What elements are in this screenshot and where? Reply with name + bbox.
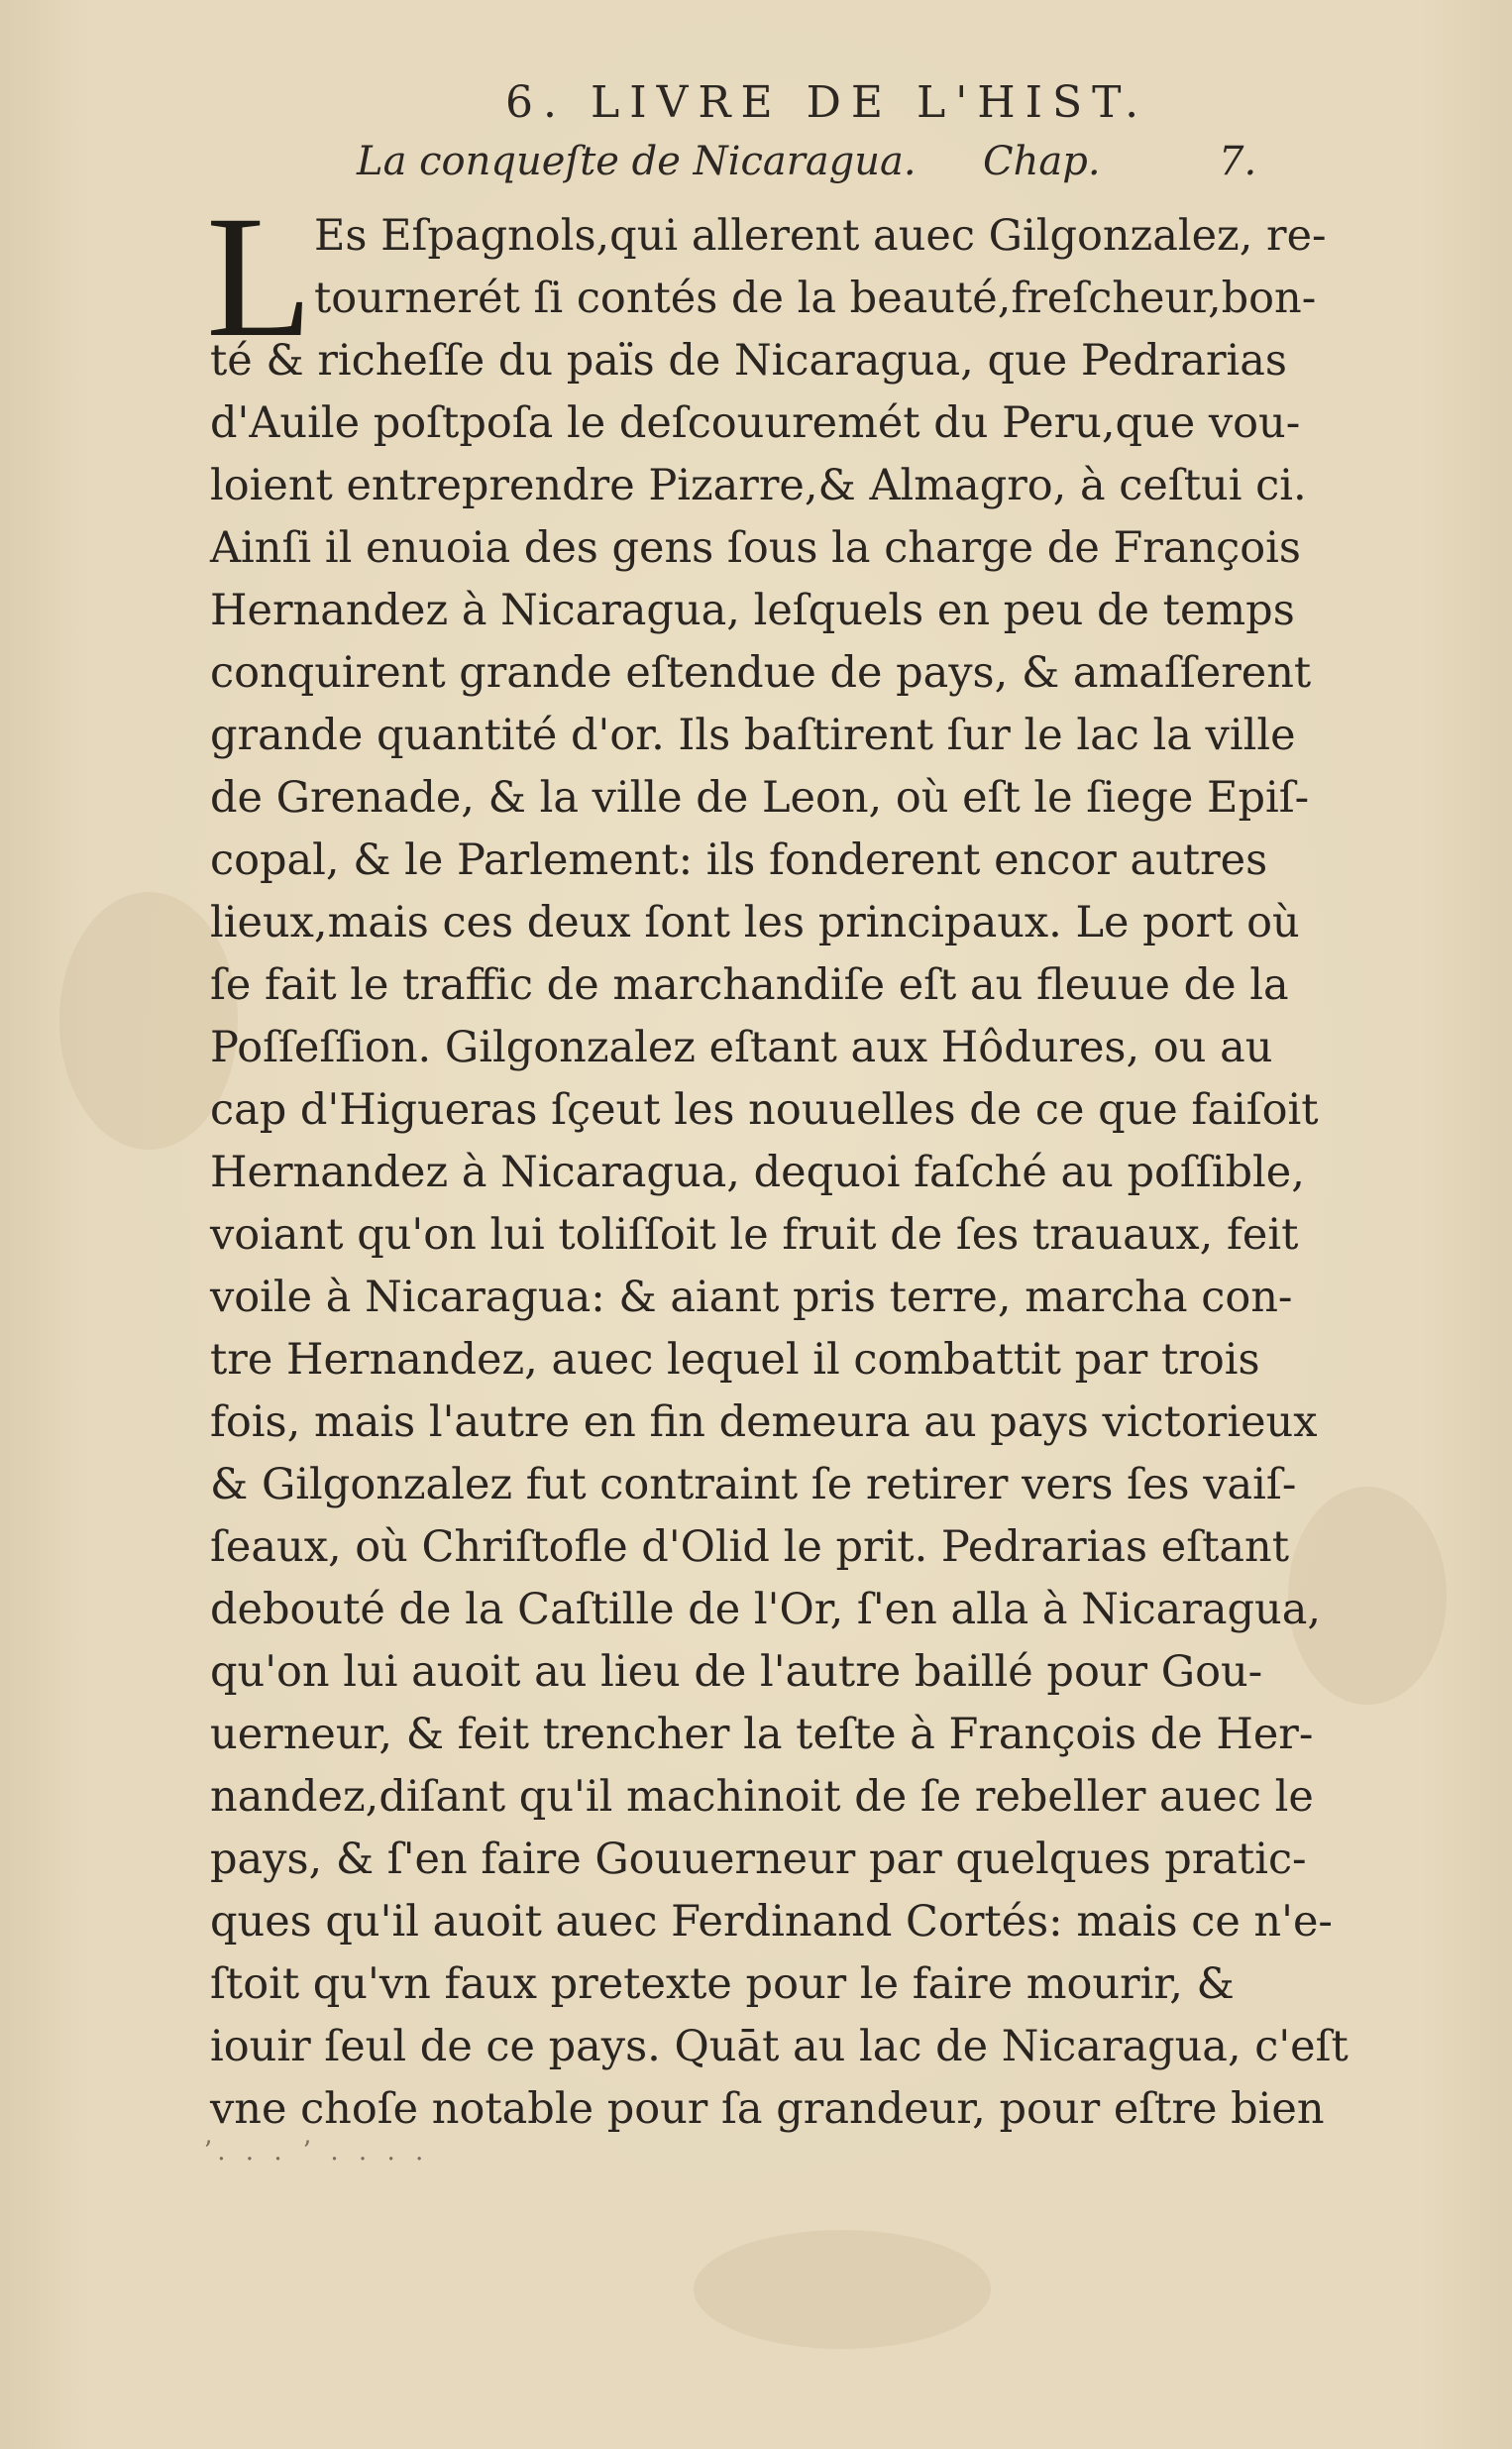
text-line: ſtoit qu'vn faux pretexte pour le faire mourir, &: [210, 1959, 1235, 2009]
text-line: de Grenade, & la ville de Leon, où eſt le ſiege Epiſ-: [210, 773, 1310, 823]
text-line: tournerét ſi contés de la beauté,freſcheur,bon-: [314, 274, 1317, 323]
text-line: nandez,diſant qu'il machinoit de ſe rebeller auec le: [210, 1772, 1314, 1822]
text-line: cap d'Higueras ſçeut les nouuelles de ce que faiſoit: [210, 1085, 1319, 1135]
text-line: Es Eſpagnols,qui allerent auec Gilgonzalez, re-: [314, 211, 1327, 261]
text-line: voiant qu'on lui toliſſoit le fruit de ſes trauaux, feit: [210, 1210, 1299, 1260]
text-line: ſe fait le traffic de marchandiſe eſt au fleuue de la: [210, 960, 1289, 1010]
text-line: debouté de la Caſtille de l'Or, ſ'en alla à Nicaragua,: [210, 1585, 1322, 1634]
text-line: té & richeſſe du païs de Nicaragua, que Pedrarias: [210, 336, 1287, 386]
text-line: lieux,mais ces deux ſont les principaux. Le port où: [210, 898, 1300, 947]
text-line: tre Hernandez, auec lequel il combattit par trois: [210, 1335, 1260, 1385]
text-line: grande quantité d'or. Ils baſtirent ſur le lac la ville: [210, 711, 1296, 760]
text-line: qu'on lui auoit au lieu de l'autre baillé pour Gou-: [210, 1647, 1263, 1697]
drop-cap: L: [206, 180, 313, 374]
text-line: ques qu'il auoit auec Ferdinand Cortés: mais ce n'e-: [210, 1897, 1333, 1947]
text-line: iouir ſeul de ce pays. Quāt au lac de Nicaragua, c'eſt: [210, 2022, 1349, 2071]
text-line: ſeaux, où Chriſtofle d'Olid le prit. Pedrarias eſtant: [210, 1522, 1290, 1572]
text-line: uerneur, & feit trencher la teſte à François de Her-: [210, 1710, 1314, 1759]
text-line: conquirent grande eſtendue de pays, & amaſſerent: [210, 648, 1312, 698]
text-line: d'Auile poſtpoſa le deſcouuremét du Peru,que vou-: [210, 398, 1301, 448]
folio-number: 6.: [505, 77, 567, 128]
chapter-label: Chap.: [983, 139, 1101, 184]
paper-stain: [694, 2230, 991, 2349]
text-line: fois, mais l'autre en fin demeura au pays victorieux: [210, 1397, 1318, 1447]
text-line: Poſſeſſion. Gilgonzalez eſtant aux Hôdures, ou au: [210, 1023, 1273, 1072]
catchword-marks: ʼ. . . ʼ . . . .: [203, 2137, 430, 2167]
section-title: La conqueſte de Nicaragua.: [357, 139, 917, 184]
text-line: Hernandez à Nicaragua, leſquels en peu de temps: [210, 586, 1295, 635]
running-title: LIVRE DE L'HIST.: [590, 77, 1149, 128]
text-line: Hernandez à Nicaragua, dequoi faſché au poſſible,: [210, 1148, 1305, 1197]
text-line: loient entreprendre Pizarre,& Almagro, à ceſtui ci.: [210, 461, 1307, 510]
text-line: & Gilgonzalez fut contraint ſe retirer vers ſes vaiſ-: [210, 1460, 1297, 1509]
text-line: voile à Nicaragua: & aiant pris terre, marcha con-: [210, 1273, 1293, 1322]
text-line: vne choſe notable pour ſa grandeur, pour eſtre bien: [210, 2084, 1325, 2134]
text-line: Ainſi il enuoia des gens ſous la charge de François: [210, 523, 1301, 573]
running-head: [505, 77, 1148, 128]
text-line: copal, & le Parlement: ils fonderent encor autres: [210, 835, 1268, 885]
text-line: pays, & ſ'en faire Gouuerneur par quelques pratic-: [210, 1835, 1307, 1884]
chapter-number: 7.: [1219, 139, 1257, 184]
